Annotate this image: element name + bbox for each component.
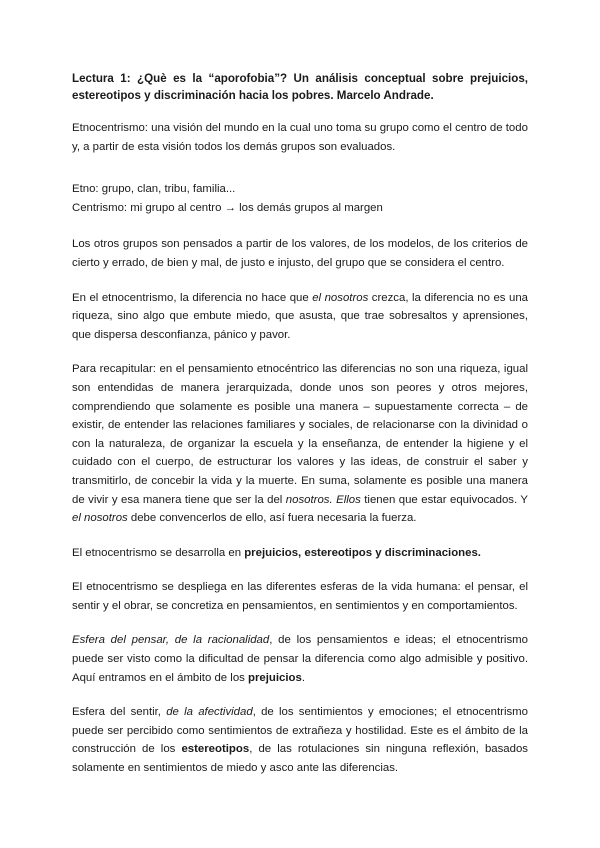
centrismo-line: Centrismo: mi grupo al centro → los demás grupos al margen bbox=[72, 201, 383, 214]
text-run: , de las rotulaciones sin ninguna reflexión, basados solamente en sentimientos de miedo y asco ante las diferencias. bbox=[72, 743, 529, 775]
text-run: Para recapitular: en el pensamiento etnocéntrico las diferencias no son una riqueza, igual son entendidas de manera jerarquizada, donde unos son peores y otros mejores, comprendiendo que solamente es posible una manera – supuestamente correcta – de existir, de entender las relaciones familiares y sociales, de relacionarse con la divinidad o con la naturaleza, de organizar la escuela y la enseñanza, de entender la higiene y el cuidado con el cuerpo, de estructurar los valores y las ideas, de construir el saber y transmitirlo, de concebir la vida y la muerte. En suma, solamente es posible una manera de vivir y esa manera tiene que ser la del bbox=[72, 363, 528, 506]
text-run: crezca, la diferencia no es una riqueza, sino algo que embute miedo, que asusta, que trae sobresaltos y aprensiones, que dispersa desconfianza, pánico y pavor. bbox=[72, 291, 528, 341]
etno-line: Etno: grupo, clan, tribu, familia... bbox=[72, 183, 236, 196]
text-run: debe convencerlos de ello, así fuera necesaria la fuerza. bbox=[127, 512, 417, 525]
sentir-paragraph bbox=[72, 703, 528, 777]
despliega-paragraph: El etnocentrismo se despliega en las diferentes esferas de la vida humana: el pensar, el sentir y el obrar, se concretiza en pensamientos, en sentimientos y en comportamientos. bbox=[72, 581, 528, 612]
bold-run: prejuicios bbox=[248, 671, 302, 684]
pensar-paragraph bbox=[72, 631, 528, 687]
bold-run: estereotipos bbox=[181, 743, 250, 756]
text-run: tienen que estar equivocados. Y bbox=[360, 493, 528, 506]
recapitular-paragraph bbox=[72, 360, 528, 527]
diferencia-paragraph bbox=[72, 289, 528, 345]
definition-paragraph: Etnocentrismo: una visión del mundo en la cual uno toma su grupo como el centro de todo y, a partir de esta visión todos los demás grupos son evaluados. bbox=[72, 122, 528, 153]
italic-run: Esfera del pensar, de la racionalidad bbox=[72, 634, 270, 647]
text-run: , de los pensamientos e ideas; el etnocentrismo puede ser visto como la dificultad de pensar la diferencia como algo admisible y positivo. Aquí entramos en el ámbito de los bbox=[72, 634, 528, 684]
desarrolla-paragraph bbox=[72, 544, 528, 563]
text-run: , de los sentimientos y emociones; el etnocentrismo puede ser percibido como sentimientos de extrañeza y hostilidad. Este es el ámbito de la construcción de los bbox=[72, 706, 528, 756]
text-run: Esfera del sentir, bbox=[72, 706, 167, 719]
text-run: El etnocentrismo se desarrolla en bbox=[72, 546, 245, 559]
reading-title: Lectura 1: ¿Què es la “aporofobia”? Un análisis conceptual sobre prejuicios, estereotipos y discriminación hacia los pobres. Marcelo Andrade. bbox=[72, 72, 528, 102]
text-run: En el etnocentrismo, la diferencia no hace que bbox=[72, 291, 313, 304]
italic-run: el nosotros bbox=[312, 291, 369, 304]
otros-grupos-paragraph: Los otros grupos son pensados a partir de los valores, de los modelos, de los criterios de cierto y errado, de bien y mal, de justo e injusto, del grupo que se considera el centro. bbox=[72, 238, 528, 269]
text-run: . bbox=[301, 671, 306, 684]
italic-run: nosotros. Ellos bbox=[285, 493, 361, 506]
italic-run: el nosotros bbox=[72, 512, 128, 525]
italic-run: de la afectividad bbox=[166, 706, 253, 719]
bold-run: prejuicios, estereotipos y discriminaciones. bbox=[244, 546, 481, 559]
